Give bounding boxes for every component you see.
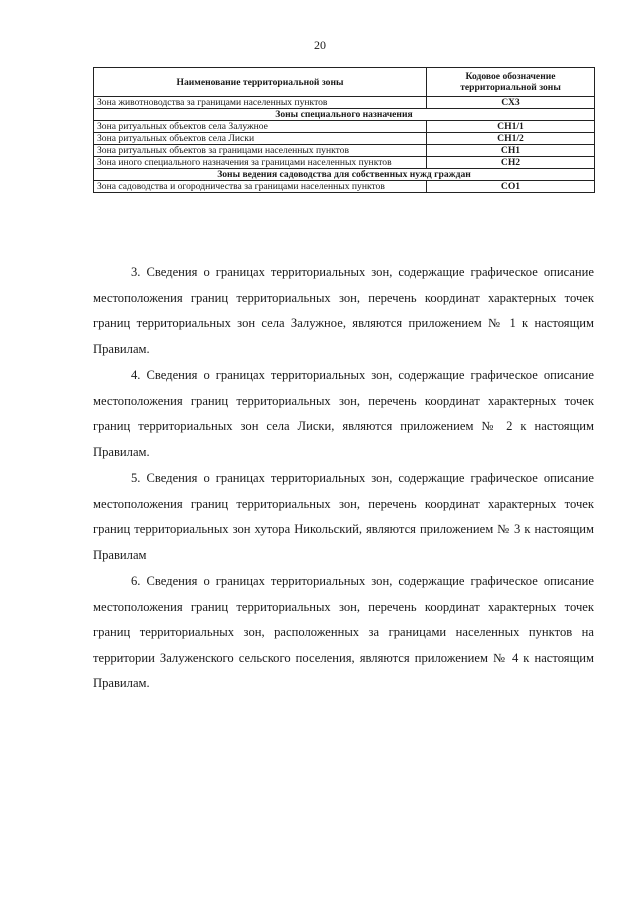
paragraph-4: 4. Сведения о границах территориальных зон, содержащие графическое описание местоположения границ территориальных зон, перечень координат характерных точек границ территориальных зон села Лиски, являются приложением № 2 к настоящим Правилам. (93, 368, 594, 459)
paragraph-3: 3. Сведения о границах территориальных зон, содержащие графическое описание местоположения границ территориальных зон, перечень координат характерных точек границ территориальных зон села Залужное, являются приложением № 1 к настоящим Правилам. (93, 265, 594, 356)
header-zone-code: Кодовое обозначение территориальной зоны (427, 68, 595, 97)
zone-name: Зона животноводства за границами населенных пунктов (94, 97, 427, 109)
zone-code: СН2 (427, 157, 595, 169)
zone-code: СН1/1 (427, 121, 595, 133)
territorial-zones-table (93, 67, 595, 193)
section-title: Зоны специального назначения (94, 109, 595, 121)
zone-name: Зона садоводства и огородничества за границами населенных пунктов (94, 181, 427, 193)
zone-name: Зона ритуальных объектов за границами населенных пунктов (94, 145, 427, 157)
table-row (94, 97, 595, 109)
header-zone-name: Наименование территориальной зоны (94, 68, 427, 97)
table-row (94, 181, 595, 193)
table-row (94, 133, 595, 145)
table-row (94, 121, 595, 133)
table-header-row (94, 68, 595, 97)
paragraph-6: 6. Сведения о границах территориальных зон, содержащие графическое описание местоположения границ территориальных зон, перечень координат характерных точек границ территориальных зон, расположенных за границами населенных пунктов на территории Залуженского сельского поселения, являются приложением № 4 к настоящим Правилам. (93, 574, 594, 691)
zone-code: СО1 (427, 181, 595, 193)
zone-code: СН1 (427, 145, 595, 157)
zone-name: Зона иного специального назначения за границами населенных пунктов (94, 157, 427, 169)
zone-code: СХ3 (427, 97, 595, 109)
table-row (94, 157, 595, 169)
zone-name: Зона ритуальных объектов села Залужное (94, 121, 427, 133)
section-title: Зоны ведения садоводства для собственных нужд граждан (94, 169, 595, 181)
zone-code: СН1/2 (427, 133, 595, 145)
table-section-row (94, 109, 595, 121)
table-section-row (94, 169, 595, 181)
page-number: 20 (314, 38, 326, 52)
zone-name: Зона ритуальных объектов села Лиски (94, 133, 427, 145)
paragraph-5: 5. Сведения о границах территориальных зон, содержащие графическое описание местоположения границ территориальных зон, перечень координат характерных точек границ территориальных зон хутора Никольский, являются приложением № 3 к настоящим Правилам (93, 471, 594, 562)
table-row (94, 145, 595, 157)
